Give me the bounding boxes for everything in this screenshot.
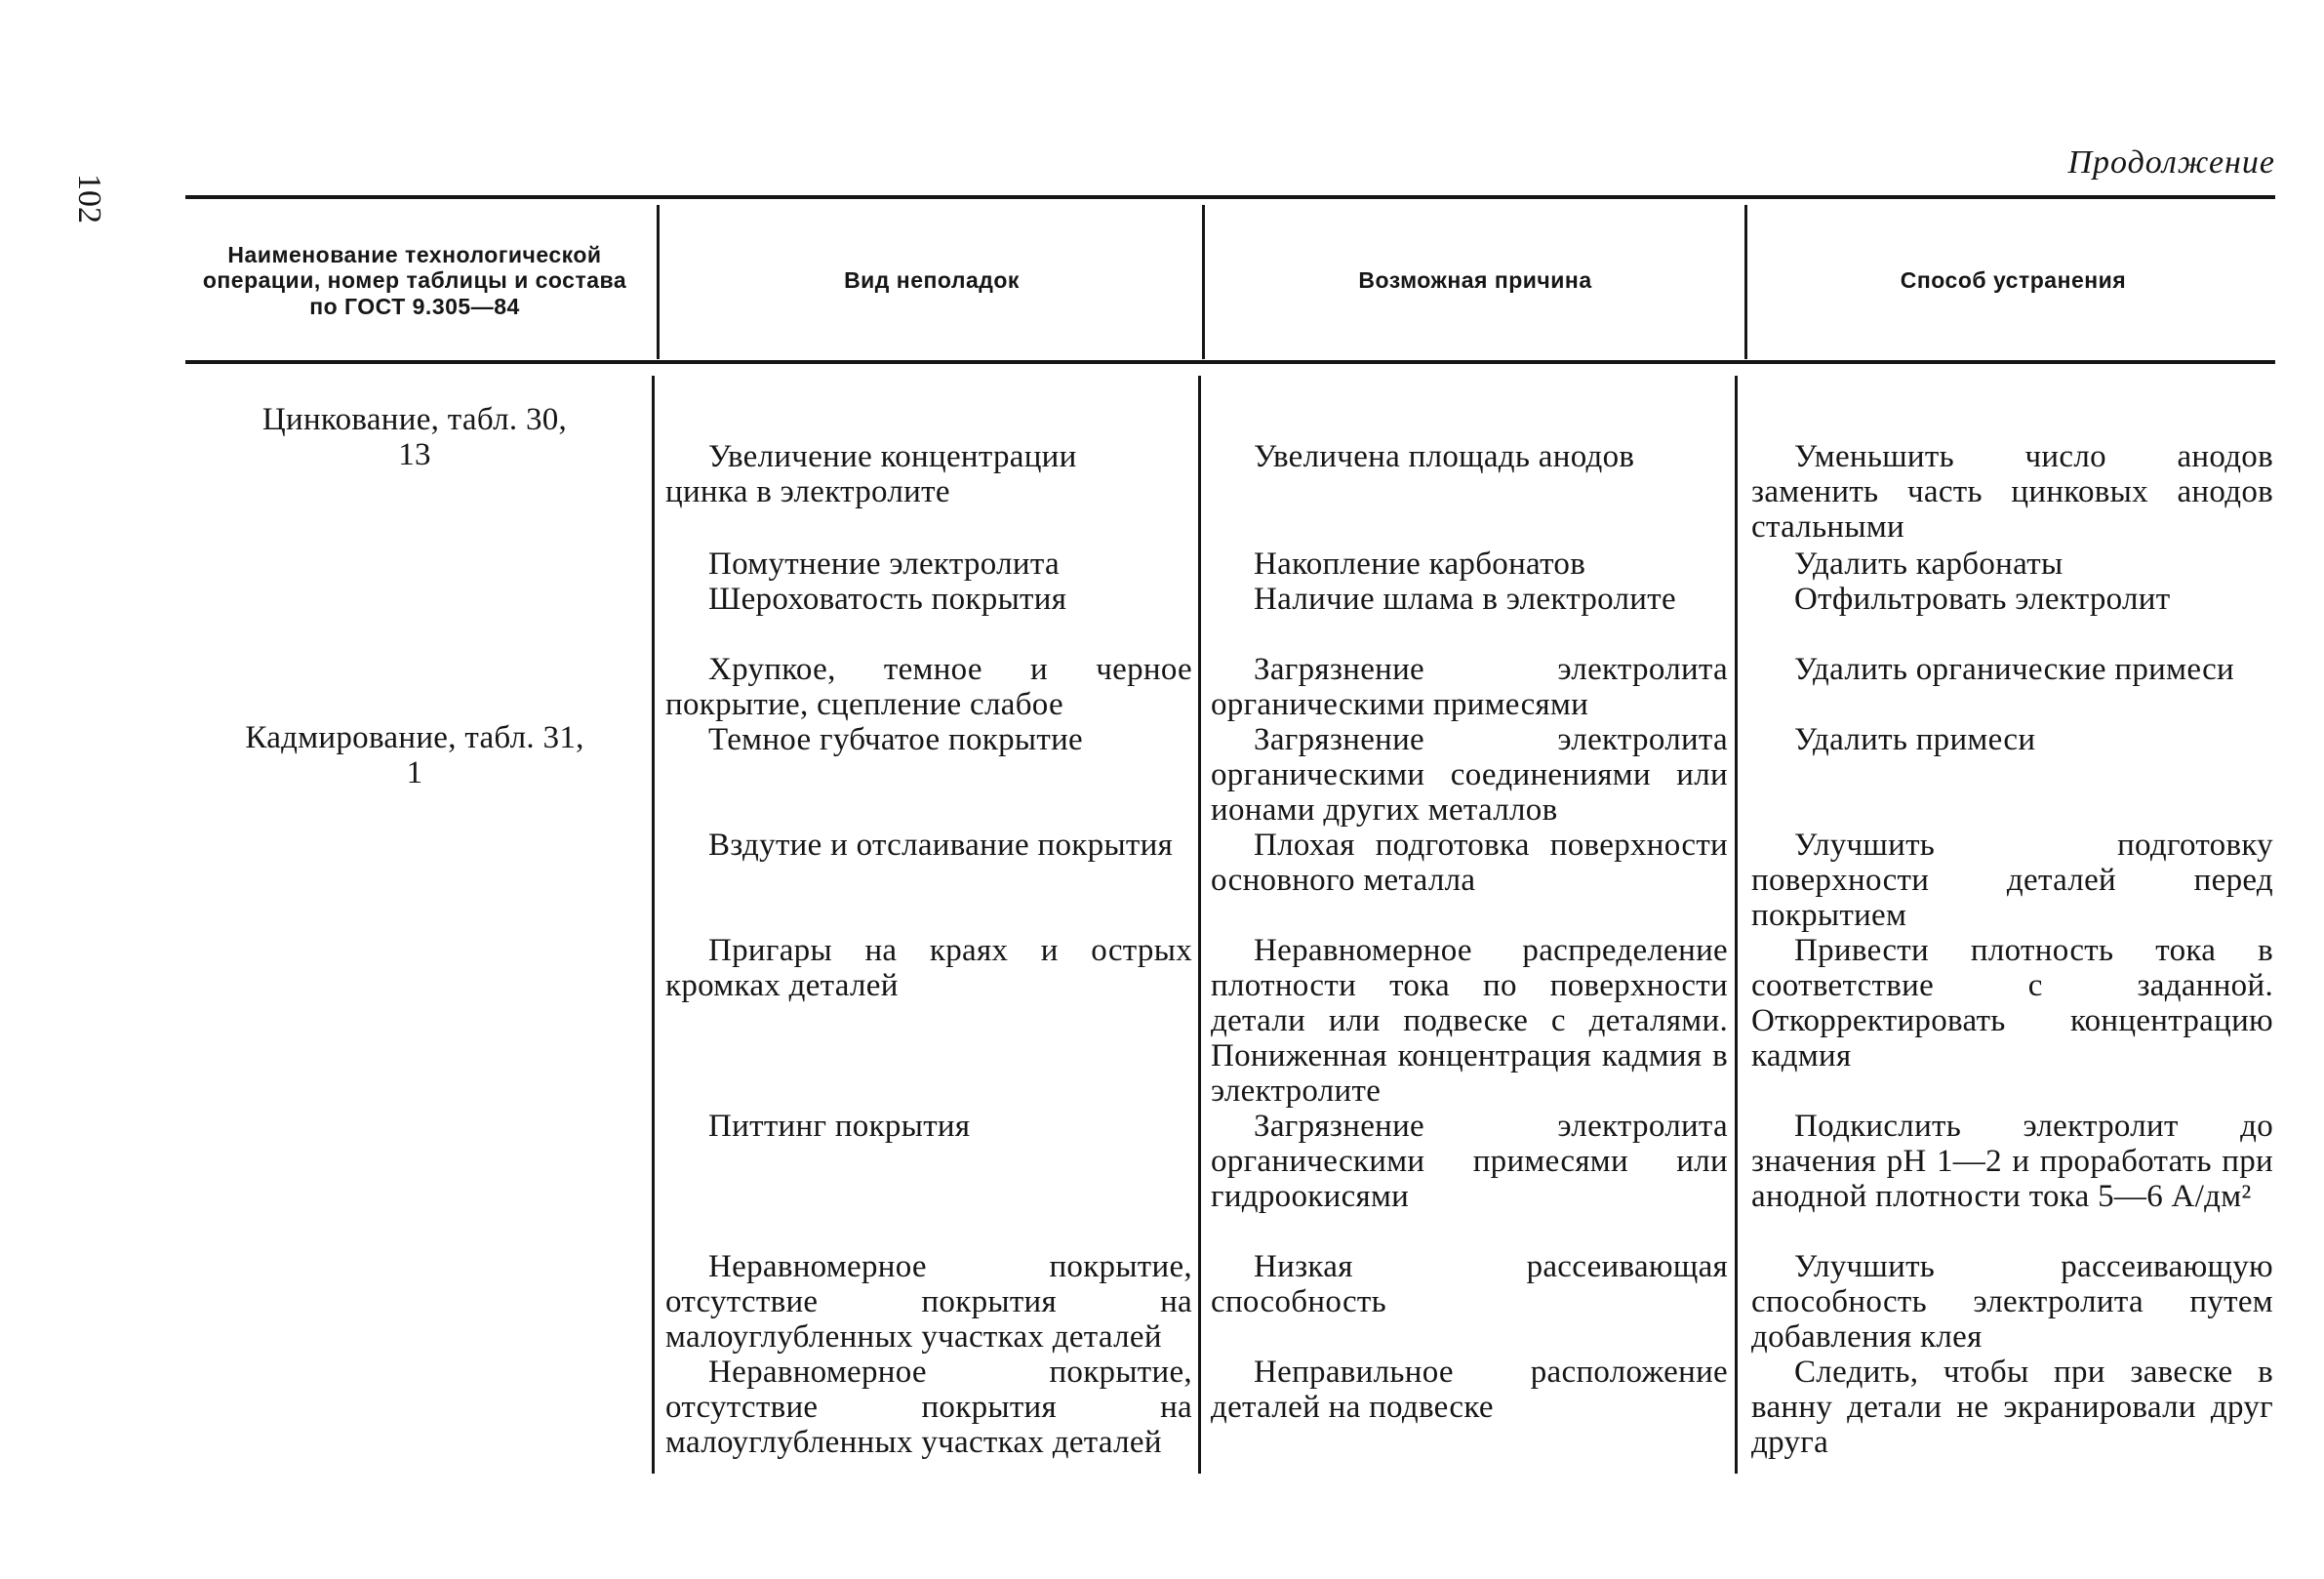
column-divider-3 [1735, 376, 1738, 1474]
header-operation: Наименование технологической операции, номер таблицы и состава по ГОСТ 9.305—84 [202, 241, 627, 319]
column-divider-1 [652, 376, 655, 1474]
remedy-cell: Следить, чтобы при завеске в ванну детали не экранировали друг друга [1751, 1355, 2273, 1460]
defect-cell: Хрупкое, темное и черное покрытие, сцепление слабое [665, 652, 1192, 722]
cause-cell: Загрязнение электролита органическими соединениями или ионами других металлов [1211, 722, 1728, 828]
remedy-cell: Подкислить электролит до значения pH 1—2 и проработать при анодной плотности тока 5—6 А/дм² [1751, 1109, 2273, 1214]
page-number: 102 [71, 174, 107, 223]
header-remedy: Способ устранения [1900, 267, 2127, 294]
remedy-cell: Улучшить подготовку поверхности деталей перед покрытием [1751, 828, 2273, 933]
cause-cell: Накопление карбонатов [1254, 547, 1586, 582]
header-possible-cause: Возможная причина [1358, 267, 1592, 294]
continuation-label: Продолжение [2067, 144, 2275, 181]
remedy-cell: Удалить карбонаты [1794, 547, 2064, 582]
cause-cell: Плохая подготовка поверхности основного металла [1211, 828, 1728, 898]
column-divider-2 [1198, 376, 1201, 1474]
operation-cadmium-plating: Кадмирование, табл. 31, 1 [245, 720, 584, 790]
defect-cell: Шероховатость покрытия [708, 582, 1067, 617]
defect-cell: Темное губчатое покрытие [708, 722, 1083, 757]
table-top-rule [185, 195, 2275, 199]
remedy-cell: Удалить примеси [1794, 722, 2036, 757]
header-bottom-rule [185, 360, 2275, 364]
cause-cell: Низкая рассеивающая способность [1211, 1249, 1728, 1319]
header-defect-type: Вид неполадок [844, 267, 1020, 294]
cause-cell: Неравномерное распределение плотности тока по поверхности детали или подвеске с деталями. Пониженная концентрация кадмия в электролите [1211, 933, 1728, 1109]
cause-cell: Увеличена площадь анодов [1254, 439, 1635, 474]
defect-cell: Питтинг покрытия [708, 1109, 971, 1144]
remedy-cell: Уменьшить число анодов заменить часть цинковых анодов стальными [1751, 439, 2273, 545]
header-divider-2 [1202, 205, 1205, 359]
defect-cell: Увеличение концентрации цинка в электролите [665, 439, 1077, 509]
header-divider-1 [657, 205, 660, 359]
remedy-cell: Отфильтровать электролит [1794, 582, 2171, 617]
cause-cell: Загрязнение электролита органическими примесями или гидроокисями [1211, 1109, 1728, 1214]
cause-cell: Наличие шлама в электролите [1254, 582, 1676, 617]
defect-cell: Неравномерное покрытие, отсутствие покрытия на малоуглубленных участках деталей [665, 1249, 1192, 1355]
defect-cell: Помутнение электролита [708, 547, 1060, 582]
remedy-cell: Удалить органические примеси [1794, 652, 2234, 687]
defect-cell: Пригары на краях и острых кромках деталей [665, 933, 1192, 1003]
operation-zinc-plating: Цинкование, табл. 30, 13 [261, 402, 568, 472]
header-divider-3 [1744, 205, 1747, 359]
cause-cell: Загрязнение электролита органическими примесями [1211, 652, 1728, 722]
cause-cell: Неправильное расположение деталей на подвеске [1211, 1355, 1728, 1425]
remedy-cell: Привести плотность тока в соответствие с заданной. Откорректировать концентрацию кадмия [1751, 933, 2273, 1073]
defect-cell: Вздутие и отслаивание покрытия [708, 828, 1174, 863]
remedy-cell: Улучшить рассеивающую способность электролита путем добавления клея [1751, 1249, 2273, 1355]
defect-cell: Неравномерное покрытие, отсутствие покрытия на малоуглубленных участках деталей [665, 1355, 1192, 1460]
